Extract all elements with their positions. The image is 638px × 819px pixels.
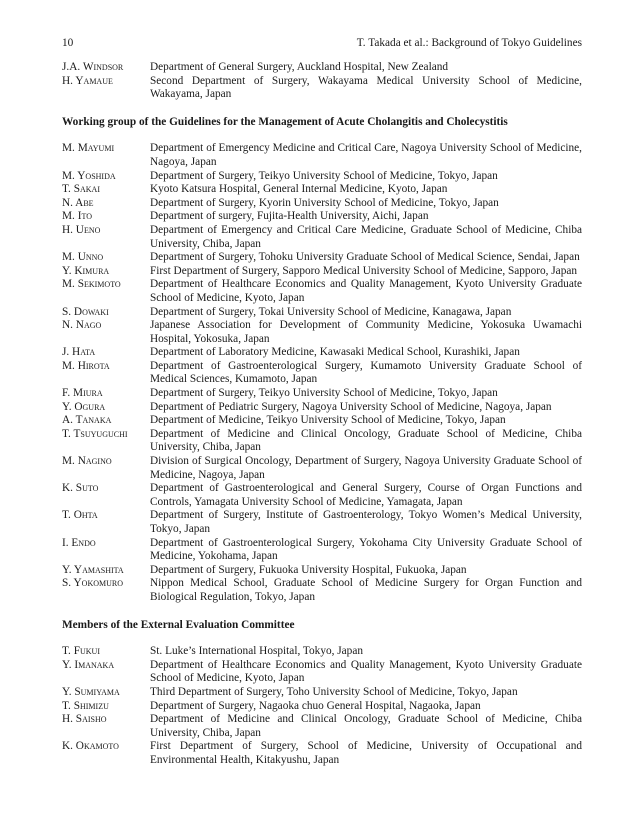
member-name: K. Okamoto: [62, 740, 119, 753]
member-name: S. Dowaki: [62, 305, 109, 318]
member-affiliation: Department of Emergency Medicine and Critical Care, Nagoya University School of Medicine, Nagoya, Japan: [150, 142, 582, 168]
member-affiliation: First Department of Surgery, Sapporo Medical University School of Medicine, Sapporo, Japan: [150, 264, 578, 277]
member-affiliation: Third Department of Surgery, Toho University School of Medicine, Tokyo, Japan: [150, 685, 518, 698]
member-row: [62, 387, 582, 401]
member-row: [62, 251, 582, 265]
member-row: [62, 170, 582, 184]
member-affiliation: Department of Surgery, Teikyo University School of Medicine, Tokyo, Japan: [150, 169, 498, 182]
member-name: N. Abe: [62, 196, 94, 209]
member-name: T. Tsuyuguchi: [62, 427, 128, 440]
member-affiliation: Nippon Medical School, Graduate School of Medicine Surgery for Organ Function and Biological Regulation, Tokyo, Japan: [150, 577, 582, 603]
member-row: [62, 61, 582, 75]
member-affiliation: Division of Surgical Oncology, Department of Surgery, Nagoya University Graduate School of Medicine, Nagoya, Japan: [150, 455, 582, 481]
member-name: I. Endo: [62, 536, 96, 549]
member-row: [62, 414, 582, 428]
member-name: H. Yamaue: [62, 74, 113, 87]
member-name: N. Nago: [62, 319, 102, 332]
member-affiliation: Department of Laboratory Medicine, Kawasaki Medical School, Kurashiki, Japan: [150, 346, 520, 359]
member-name: K. Suto: [62, 482, 99, 495]
member-name: Y. Ogura: [62, 400, 106, 413]
member-row: [62, 537, 582, 564]
member-affiliation: First Department of Surgery, School of Medicine, University of Occupational and Environmental Health, Kitakyushu, Japan: [150, 740, 582, 766]
member-row: [62, 319, 582, 346]
member-affiliation: St. Luke’s International Hospital, Tokyo, Japan: [150, 645, 363, 658]
member-affiliation: Department of Medicine and Clinical Oncology, Graduate School of Medicine, Chiba University, Chiba, Japan: [150, 427, 582, 454]
member-row: [62, 577, 582, 604]
member-name: H. Saisho: [62, 713, 107, 726]
member-name: A. Tanaka: [62, 414, 112, 427]
member-affiliation: Department of Medicine, Teikyo University School of Medicine, Tokyo, Japan: [150, 414, 506, 427]
member-name: M. Unno: [62, 251, 104, 264]
member-affiliation: Department of Healthcare Economics and Quality Management, Kyoto University Graduate School of Medicine, Kyoto, Japan: [150, 278, 582, 304]
member-affiliation: Department of Healthcare Economics and Quality Management, Kyoto University Graduate School of Medicine, Kyoto, Japan: [150, 658, 582, 685]
member-name: M. Hirota: [62, 359, 110, 372]
member-row: [62, 75, 582, 102]
member-list: [62, 61, 582, 768]
member-name: H. Ueno: [62, 223, 101, 236]
member-row: [62, 142, 582, 169]
member-affiliation: Department of Medicine and Clinical Oncology, Graduate School of Medicine, Chiba University, Chiba, Japan: [150, 713, 582, 739]
member-row: [62, 197, 582, 211]
member-row: [62, 278, 582, 305]
member-row: [62, 740, 582, 767]
running-head: T. Takada et al.: Background of Tokyo Guidelines: [356, 37, 582, 49]
member-row: [62, 306, 582, 320]
member-name: Y. Sumiyama: [62, 685, 120, 698]
member-name: M. Yoshida: [62, 169, 116, 182]
member-affiliation: Department of General Surgery, Auckland Hospital, New Zealand: [150, 61, 449, 73]
member-affiliation: Department of Surgery, Kyorin University School of Medicine, Tokyo, Japan: [150, 196, 499, 209]
member-name: F. Miura: [62, 387, 103, 400]
member-name: M. Sekimoto: [62, 278, 121, 291]
member-affiliation: Department of Surgery, Tohoku University Graduate School of Medical Science, Sendai, Japan: [150, 251, 580, 264]
member-row: [62, 686, 582, 700]
member-row: [62, 713, 582, 740]
member-name: T. Fukui: [62, 645, 100, 658]
member-row: [62, 428, 582, 455]
member-row: [62, 265, 582, 279]
member-row: [62, 346, 582, 360]
member-name: Y. Imanaka: [62, 658, 115, 671]
member-name: M. Ito: [62, 210, 92, 223]
member-affiliation: Department of Gastroenterological Surgery, Kumamoto University Graduate School of Medical Sciences, Kumamoto, Japan: [150, 359, 582, 386]
member-row: [62, 210, 582, 224]
member-row: [62, 401, 582, 415]
member-affiliation: Department of Surgery, Tokai University School of Medicine, Kanagawa, Japan: [150, 305, 512, 318]
page-header: [62, 37, 582, 51]
member-row: [62, 455, 582, 482]
member-row: [62, 700, 582, 714]
page-number: 10: [62, 37, 74, 49]
member-row: [62, 360, 582, 387]
member-name: Y. Kimura: [62, 264, 110, 277]
section-heading: Members of the External Evaluation Committee: [62, 618, 295, 631]
member-row: [62, 224, 582, 251]
member-affiliation: Department of Gastroenterological and General Surgery, Course of Organ Functions and Controls, Yamagata University School of Medicine, Yamagata, Japan: [150, 482, 582, 508]
member-name: Y. Yamashita: [62, 563, 124, 576]
member-name: T. Sakai: [62, 183, 100, 196]
member-affiliation: Department of Gastroenterological Surgery, Yokohama City University Graduate School of Medicine, Yokohama, Japan: [150, 536, 582, 563]
member-row: [62, 645, 582, 659]
member-name: M. Nagino: [62, 455, 112, 468]
member-row: [62, 183, 582, 197]
member-affiliation: Japanese Association for Development of Community Medicine, Yokosuka Uwamachi Hospital, Yokosuka, Japan: [150, 319, 582, 345]
member-affiliation: Department of surgery, Fujita-Health University, Aichi, Japan: [150, 210, 429, 223]
member-row: [62, 659, 582, 686]
member-row: [62, 482, 582, 509]
member-affiliation: Second Department of Surgery, Wakayama Medical University School of Medicine, Wakayama, Japan: [150, 74, 582, 101]
section-heading: Working group of the Guidelines for the Management of Acute Cholangitis and Cholecystitis: [62, 115, 508, 128]
member-name: S. Yokomuro: [62, 577, 124, 590]
member-name: J.A. Windsor: [62, 61, 124, 73]
member-affiliation: Department of Surgery, Teikyo University School of Medicine, Tokyo, Japan: [150, 387, 498, 400]
member-affiliation: Department of Surgery, Institute of Gastroenterology, Tokyo Women’s Medical University, Tokyo, Japan: [150, 509, 582, 535]
member-name: T. Shimizu: [62, 699, 109, 712]
member-affiliation: Kyoto Katsura Hospital, General Internal Medicine, Kyoto, Japan: [150, 183, 448, 196]
member-row: [62, 509, 582, 536]
member-affiliation: Department of Surgery, Nagaoka chuo General Hospital, Nagaoka, Japan: [150, 699, 481, 712]
member-affiliation: Department of Surgery, Fukuoka University Hospital, Fukuoka, Japan: [150, 563, 467, 576]
member-affiliation: Department of Pediatric Surgery, Nagoya University School of Medicine, Nagoya, Japan: [150, 400, 552, 413]
member-name: T. Ohta: [62, 509, 98, 522]
member-name: J. Hata: [62, 346, 96, 359]
member-row: [62, 564, 582, 578]
member-affiliation: Department of Emergency and Critical Care Medicine, Graduate School of Medicine, Chiba University, Chiba, Japan: [150, 223, 582, 250]
member-name: M. Mayumi: [62, 142, 115, 155]
